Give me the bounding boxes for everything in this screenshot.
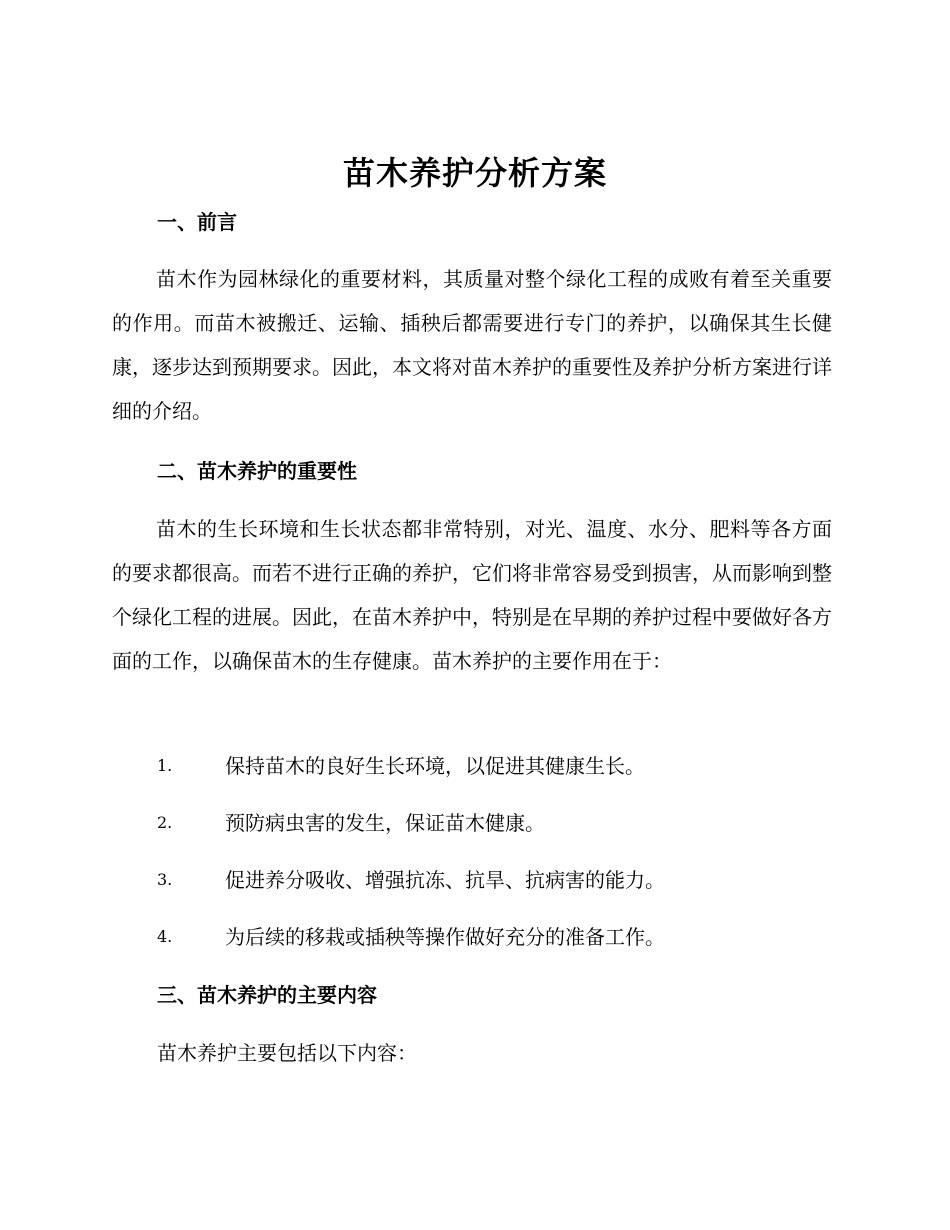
section-heading-importance: 二、苗木养护的重要性 [157,459,357,483]
list-text: 促进养分吸收、增强抗冻、抗旱、抗病害的能力。 [225,868,665,892]
list-item [157,865,837,895]
list-item [157,808,837,838]
section-heading-preface: 一、前言 [157,210,237,234]
section-paragraph-preface: 苗木作为园林绿化的重要材料，其质量对整个绿化工程的成败有着至关重要的作用。而苗木被搬迁、运输、插秧后都需要进行专门的养护，以确保其生长健康，逐步达到预期要求。因此，本文将对苗木养护的重要性及养护分析方案进行详细的介绍。 [112,267,832,423]
list-item [157,751,837,781]
document-title: 苗木养护分析方案 [342,154,607,192]
list-number: 2. [157,813,173,832]
section-paragraph-content: 苗木养护主要包括以下内容： [157,1041,417,1065]
list-text: 预防病虫害的发生，保证苗木健康。 [225,811,545,835]
list-number: 3. [157,870,173,889]
section-heading-content: 三、苗木养护的主要内容 [157,983,377,1007]
list-item [157,922,837,952]
list-text: 为后续的移栽或插秧等操作做好充分的准备工作。 [225,925,665,949]
list-number: 1. [157,756,173,775]
section-paragraph-importance: 苗木的生长环境和生长状态都非常特别，对光、温度、水分、肥料等各方面的要求都很高。而若不进行正确的养护，它们将非常容易受到损害，从而影响到整个绿化工程的进展。因此，在苗木养护中，特别是在早期的养护过程中要做好各方面的工作，以确保苗木的生存健康。苗木养护的主要作用在于： [112,517,832,673]
list-text: 保持苗木的良好生长环境，以促进其健康生长。 [225,754,645,778]
list-number: 4. [157,927,173,946]
